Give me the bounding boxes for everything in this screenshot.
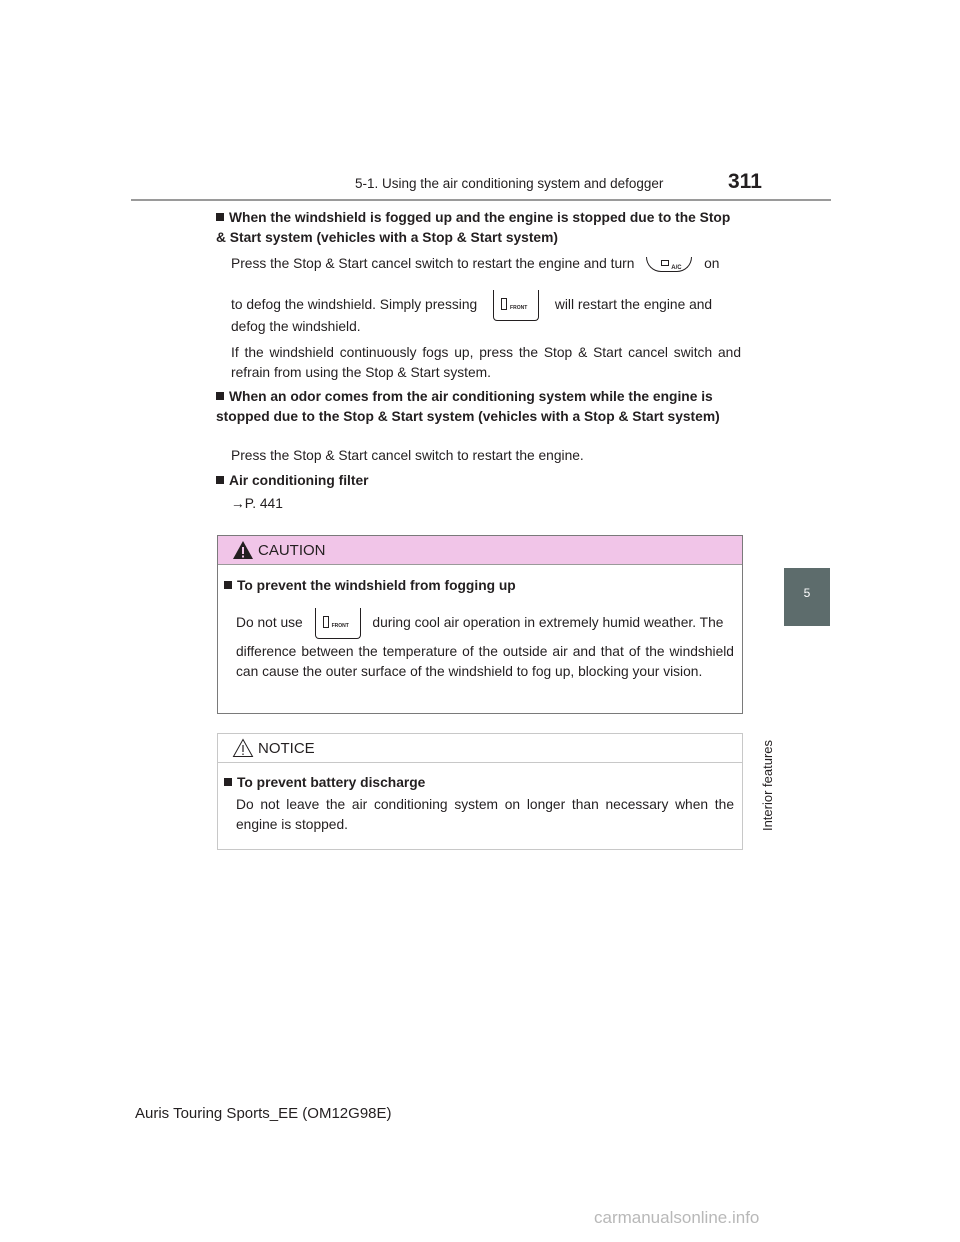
caution-heading-text: To prevent the windshield from fogging up <box>237 578 516 593</box>
square-bullet-icon <box>216 213 224 221</box>
warning-triangle-outline-icon <box>232 738 254 758</box>
section-heading-text: When an odor comes from the air conditioning system while the engine is stopped due to the Stop & Start system (vehicles with a Stop & Start system) <box>216 389 720 424</box>
caution-box <box>217 535 743 714</box>
caution-text: Do not use <box>236 615 303 631</box>
front-button-label: FRONT <box>510 305 528 311</box>
arrow-right-icon: → <box>231 496 245 511</box>
square-bullet-icon <box>216 476 224 484</box>
chapter-tab-label-text: Interior features <box>760 740 775 832</box>
ac-button-icon <box>646 257 692 272</box>
footer-model: Auris Touring Sports_EE (OM12G98E) <box>135 1105 392 1122</box>
caution-paragraph-line <box>236 608 734 639</box>
header-section-title: 5-1. Using the air conditioning system and defogger <box>355 176 664 191</box>
page-reference-text: P. 441 <box>244 496 283 511</box>
warning-triangle-icon <box>232 540 254 560</box>
chapter-tab-number: 5 <box>784 568 830 626</box>
section-heading-text: Air conditioning filter <box>229 473 369 488</box>
paragraph-text: will restart the engine and <box>554 297 713 313</box>
section-heading-filter <box>216 471 744 491</box>
notice-heading <box>224 773 736 793</box>
caution-paragraph: difference between the temperature of the outside air and that of the windshield can cause the outer surface of the windshield to fog up, blocking your vision. <box>236 644 734 679</box>
paragraph-line <box>231 254 741 274</box>
header-rule <box>131 199 831 201</box>
section-heading-odor <box>216 387 744 427</box>
caution-heading <box>224 576 736 596</box>
caution-text: during cool air operation in extremely humid weather. The <box>372 615 724 631</box>
notice-paragraph: Do not leave the air conditioning system on longer than necessary when the engine is stopped. <box>236 797 734 832</box>
square-bullet-icon <box>216 392 224 400</box>
chapter-tab-label <box>760 740 775 860</box>
front-defogger-button-icon <box>315 608 361 639</box>
front-indicator-icon <box>323 616 329 628</box>
ac-indicator-icon <box>661 260 669 266</box>
front-indicator-icon <box>501 298 507 310</box>
caution-header <box>218 536 742 565</box>
page-reference <box>231 494 431 514</box>
square-bullet-icon <box>224 581 232 589</box>
paragraph: If the windshield continuously fogs up, press the Stop & Start cancel switch and refrain from using the Stop & Start system. <box>231 345 741 380</box>
paragraph-text: on <box>704 256 720 271</box>
paragraph-text: to defog the windshield. Simply pressing <box>231 297 478 313</box>
paragraph: Press the Stop & Start cancel switch to restart the engine. <box>231 448 584 463</box>
front-button-label: FRONT <box>331 623 349 629</box>
paragraph-text: Press the Stop & Start cancel switch to restart the engine and turn <box>231 256 635 271</box>
notice-heading-text: To prevent battery discharge <box>237 775 426 790</box>
watermark: carmanualsonline.info <box>594 1208 760 1227</box>
notice-title: NOTICE <box>258 740 315 757</box>
caution-title: CAUTION <box>258 542 326 559</box>
notice-header <box>218 734 742 763</box>
notice-box <box>217 733 743 850</box>
page-number: 311 <box>728 170 762 193</box>
ac-button-label: A/C <box>671 264 682 271</box>
square-bullet-icon <box>224 778 232 786</box>
paragraph-line: defog the windshield. <box>231 319 361 334</box>
section-heading-text: When the windshield is fogged up and the engine is stopped due to the Stop & Start system (vehicles with a Stop & Start system) <box>216 210 731 245</box>
section-heading-windshield-fog <box>216 208 744 248</box>
